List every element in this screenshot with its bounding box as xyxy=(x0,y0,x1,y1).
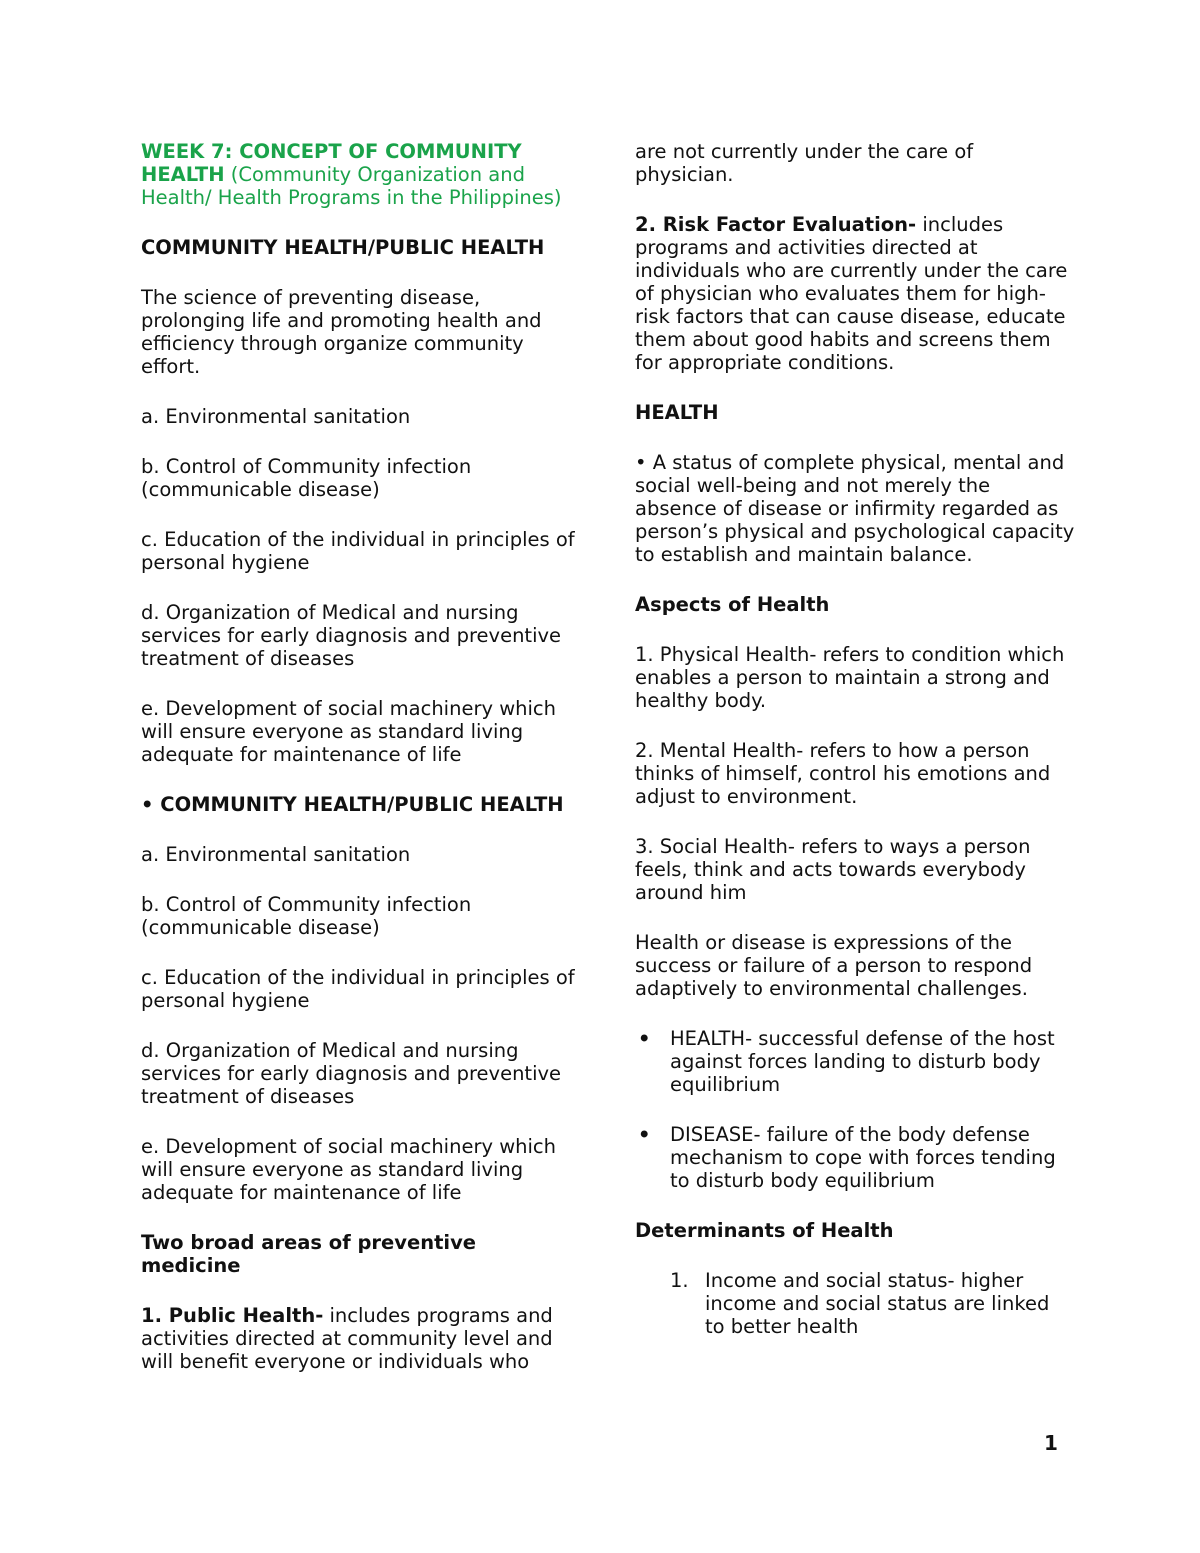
determinant-number: 1. xyxy=(670,1269,689,1292)
list1-item-a: a. Environmental sanitation xyxy=(141,405,411,428)
list2-item-a: a. Environmental sanitation xyxy=(141,843,411,866)
week-title-subtitle: (Community Organization and Health/ Health Programs in the Philippines) xyxy=(141,163,562,209)
community-health-definition: The science of preventing disease, prolonging life and promoting health and efficiency through organize community effort. xyxy=(141,286,542,378)
health-definition: • A status of complete physical, mental and social well-being and not merely the absence of disease or infirmity regarded as person’s physical and psychological capacity to establish and maintain balance. xyxy=(635,451,1075,566)
preventive-medicine-heading: Two broad areas of preventive medicine xyxy=(141,1231,477,1277)
bullet-disease-text: DISEASE- failure of the body defense mechanism to cope with forces tending to disturb body equilibrium xyxy=(670,1123,1056,1192)
determinants-heading: Determinants of Health xyxy=(635,1219,894,1242)
determinant-text: Income and social status- higher income and social status are linked to better health xyxy=(705,1269,1050,1338)
bullet-health-text: HEALTH- successful defense of the host against forces landing to disturb body equilibrium xyxy=(670,1027,1055,1096)
list2-item-c: c. Education of the individual in principles of personal hygiene xyxy=(141,966,575,1012)
list1-item-b: b. Control of Community infection (communicable disease) xyxy=(141,455,472,501)
health-disease-statement: Health or disease is expressions of the success or failure of a person to respond adaptively to environmental challenges. xyxy=(635,931,1033,1000)
left-column xyxy=(141,140,581,1400)
determinant-item xyxy=(635,1269,1075,1338)
list1-item-d: d. Organization of Medical and nursing services for early diagnosis and preventive treatment of diseases xyxy=(141,601,562,670)
risk-factor-label: 2. Risk Factor Evaluation- xyxy=(635,213,917,236)
public-health-text: includes programs and activities directed at community level and will benefit everyone or individuals who xyxy=(141,1304,553,1373)
list1-item-c: c. Education of the individual in principles of personal hygiene xyxy=(141,528,575,574)
aspect-physical: 1. Physical Health- refers to condition which enables a person to maintain a strong and healthy body. xyxy=(635,643,1065,712)
list2-item-b: b. Control of Community infection (communicable disease) xyxy=(141,893,472,939)
right-column xyxy=(635,140,1075,1365)
community-health-heading: COMMUNITY HEALTH/PUBLIC HEALTH xyxy=(141,236,545,259)
health-disease-bullets xyxy=(635,1027,1075,1192)
aspect-social: 3. Social Health- refers to ways a person feels, think and acts towards everybody around him xyxy=(635,835,1031,904)
list2-item-d: d. Organization of Medical and nursing services for early diagnosis and preventive treatment of diseases xyxy=(141,1039,562,1108)
community-health-heading-bullet: • COMMUNITY HEALTH/PUBLIC HEALTH xyxy=(141,793,564,816)
bullet-disease xyxy=(635,1123,1075,1192)
list1-item-e: e. Development of social machinery which will ensure everyone as standard living adequate for maintenance of life xyxy=(141,697,557,766)
bullet-health xyxy=(635,1027,1075,1096)
public-health-paragraph xyxy=(141,1304,581,1373)
determinants-list xyxy=(635,1269,1075,1338)
public-health-continuation: are not currently under the care of physician. xyxy=(635,140,974,186)
risk-factor-text: includes programs and activities directed at individuals who are currently under the care of physician who evaluates them for high-risk factors that can cause disease, educate them about good habits and screens them for appropriate conditions. xyxy=(635,213,1068,374)
week-title-bold: WEEK 7: CONCEPT OF COMMUNITY HEALTH xyxy=(141,140,522,186)
risk-factor-paragraph xyxy=(635,213,1075,374)
week-title xyxy=(141,140,581,209)
aspects-heading: Aspects of Health xyxy=(635,593,830,616)
bullet-icon: • xyxy=(638,1027,651,1050)
page-number: 1 xyxy=(1044,1431,1058,1455)
health-heading: HEALTH xyxy=(635,401,719,424)
bullet-icon: • xyxy=(638,1123,651,1146)
aspect-mental: 2. Mental Health- refers to how a person thinks of himself, control his emotions and adjust to environment. xyxy=(635,739,1051,808)
public-health-label: 1. Public Health- xyxy=(141,1304,324,1327)
list2-item-e: e. Development of social machinery which will ensure everyone as standard living adequate for maintenance of life xyxy=(141,1135,557,1204)
